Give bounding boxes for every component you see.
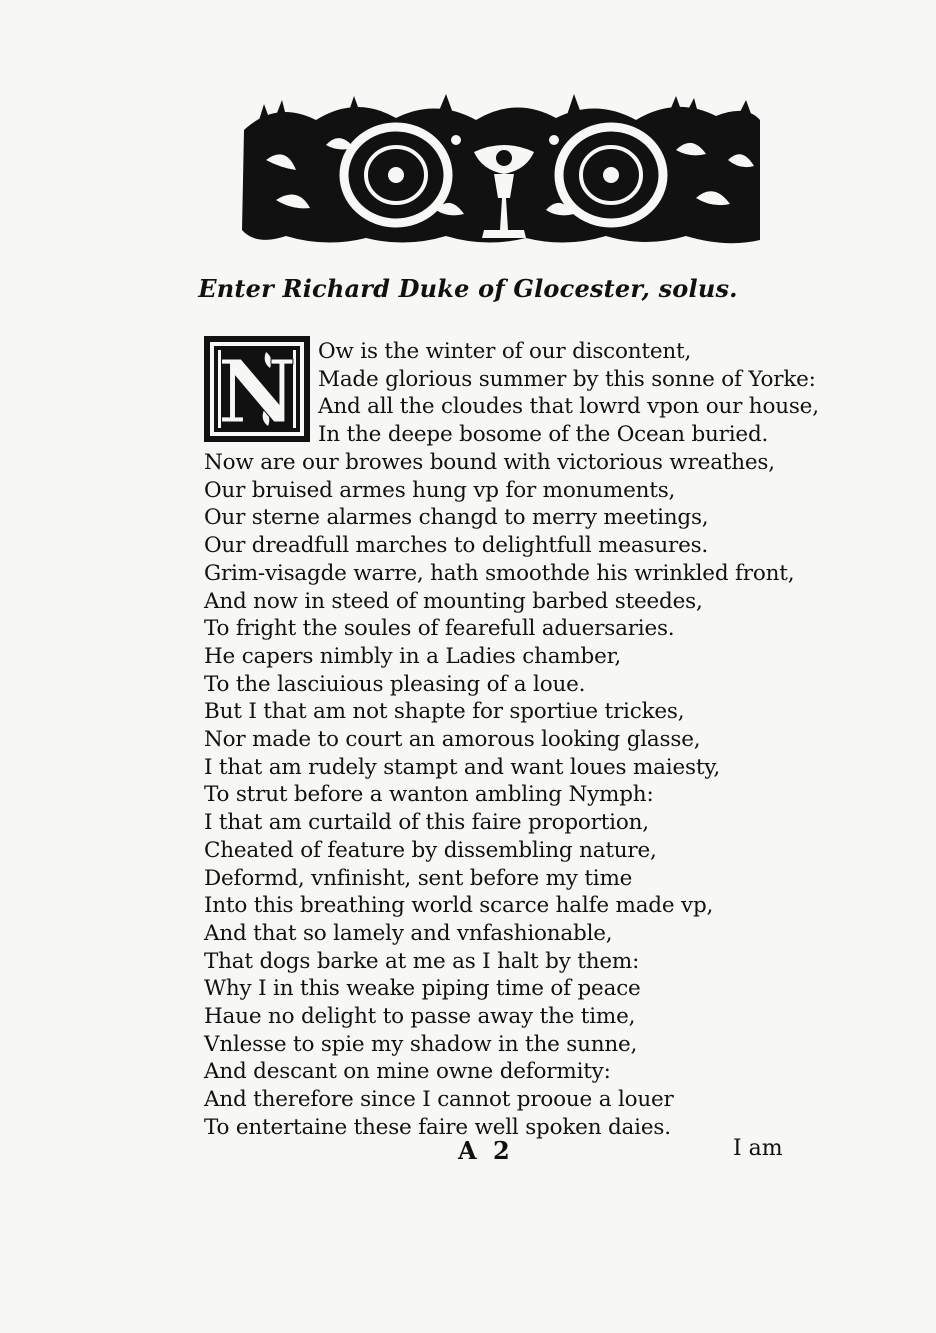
verse-line: Our dreadfull marches to delightfull measures. <box>204 533 709 559</box>
verse-line: Why I in this weake piping time of peace <box>204 976 641 1002</box>
verse-line: Our bruised armes hung vp for monuments, <box>204 477 676 503</box>
verse-line: And that so lamely and vnfashionable, <box>204 920 613 946</box>
verse-line: That dogs barke at me as I halt by them: <box>204 948 640 974</box>
catchword: I am <box>733 1136 783 1161</box>
verse-line: Our sterne alarmes changd to merry meetings, <box>204 505 709 531</box>
verse-line: Nor made to court an amorous looking glasse, <box>204 727 701 752</box>
decorated-initial-letter <box>204 336 310 442</box>
verse-line: And descant on mine owne deformity: <box>204 1059 611 1085</box>
ornamental-headpiece <box>236 90 764 250</box>
verse-line: But I that am not shapte for sportiue trickes, <box>204 699 685 725</box>
verse-line: I that am curtaild of this faire proportion, <box>204 810 649 836</box>
verse-line: And therefore since I cannot prooue a louer <box>204 1087 674 1113</box>
stage-direction: Enter Richard Duke of Glocester, solus. <box>198 274 738 303</box>
verse-line-indented: And all the cloudes that lowrd vpon our house, <box>318 394 819 420</box>
verse-line: To entertaine these faire well spoken daies. <box>204 1114 671 1140</box>
verse-line: Vnlesse to spie my shadow in the sunne, <box>204 1031 638 1057</box>
signature-mark: A 2 <box>458 1136 514 1165</box>
verse-line: Haue no delight to passe away the time, <box>204 1004 636 1029</box>
verse-line: Deformd, vnfinisht, sent before my time <box>204 865 633 891</box>
verse-line-indented: Ow is the winter of our discontent, <box>318 339 692 364</box>
verse-line-indented: In the deepe bosome of the Ocean buried. <box>318 422 769 448</box>
verse-line: To fright the soules of fearefull aduersaries. <box>204 616 675 642</box>
drop-cap-letter: N <box>217 342 297 442</box>
verse-line: I that am rudely stampt and want loues maiesty, <box>204 754 720 780</box>
verse-line-indented: Made glorious summer by this sonne of Yorke: <box>318 366 816 392</box>
verse-line: Cheated of feature by dissembling nature, <box>204 837 657 863</box>
verse-line: To the lasciuious pleasing of a loue. <box>204 671 586 697</box>
verse-line: And now in steed of mounting barbed steedes, <box>204 588 703 614</box>
verse-line: To strut before a wanton ambling Nymph: <box>204 782 654 808</box>
verse-line: Grim-visagde warre, hath smoothde his wrinkled front, <box>204 560 795 586</box>
verse-line: He capers nimbly in a Ladies chamber, <box>204 643 621 669</box>
verse-line: Into this breathing world scarce halfe made vp, <box>204 893 714 919</box>
verse-line: Now are our browes bound with victorious wreathes, <box>204 450 775 475</box>
